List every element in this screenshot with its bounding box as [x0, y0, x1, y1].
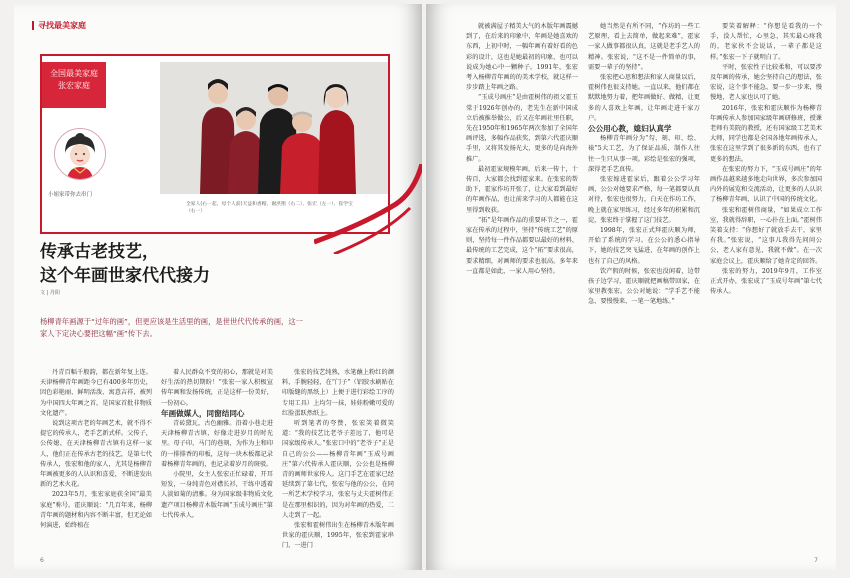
- paragraph: “玉成号画庄”是由霍树伟的祖父霍玉棠于1926年创办的，老先生在新中国成立后被推举做公，后又在年画社里任职，先在1950年和1965年两次参加了全国年画评选，多幅作品获奖，到第六代霍庆顺手里，又将其发扬光大，更多的是向海外推广。: [466, 94, 578, 163]
- subsection-heading: 年画做媒人，同窗结同心: [161, 408, 245, 418]
- paragraph: 丹青百幅千般韵，都在新年复上连。天津杨柳青年画距今已有400多年历史，因色彩艳丽、鲜明活泼、寓意吉祥，被列为中国四大年画之首，是国家首批非物质文化遗产。: [40, 369, 152, 417]
- award-tag-line1: 全国最美家庭: [50, 69, 98, 78]
- decorative-ribbon-icon: [314, 164, 422, 254]
- award-tag-line2: 张宏家庭: [58, 81, 90, 90]
- lead-paragraph: 杨柳青年画源于“过年的画”，但更应该是生活里的画，是世世代代传承的画，这一家人下定决心要把这幅“画”传下去。: [40, 317, 303, 338]
- paragraph: 2016年，张宏和霍庆顺作为杨柳青年画传承人参加国家级年画研修班，授课老师有美院的教授，还有国家级工艺美术大师，同学也都是全国各地年画传承人，张宏在这里学到了很多新的东西，也有了更多的想法。: [710, 104, 822, 163]
- paragraph: 张宏和霍树伟商量，“如果成立工作室，我就得辞职，一心扑在上面。”霍树伟笑着支持：“你想好了就放手去干，家里有我。”张宏说，“这事儿我得先问问公公，老人家有意见，我就不做”。在一次家庭会议上，霍庆顺给了她肯定的回答。: [710, 206, 822, 265]
- cartoon-woman-icon: [55, 129, 105, 179]
- paragraph: 平时，张宏性子比较柔和，可以要涉及年画的传承，她会坚持自己的想法，张宏说，这个事不能急，要一步一步来，慢慢地，老人家也认可了她。: [710, 63, 822, 102]
- paragraph: 1998年，张宏正式拜霍庆顺为师，开始了系统的学习。在公公的悉心指导下，她的技艺突飞猛进，在年画的创作上也有了自己的风格。: [588, 227, 700, 265]
- reporter-avatar: [54, 128, 106, 180]
- paragraph: 张宏的技艺纯熟，水笔蘸上粉红的颜料，手腕轻轻，在“门子”（铝胶水刷贴在印版缝的黑纸上）上便于进行彩绘工序的专用工具）上均匀一抹，娃娃粉嫩可爱的红脸蛋跃然纸上。: [282, 369, 394, 417]
- headline-line2: 这个年画世家代代接力: [40, 266, 210, 286]
- body-column-1: [40, 368, 152, 558]
- section-bar-icon: [32, 21, 34, 30]
- paragraph: 小院里，女主人张宏正忙碌着，开耳短发，一身纯青色对襟长衫，干练中透着人淡如菊的清雅。身为国家级非物质文化遗产项目杨柳青木版年画“玉成号画庄”第七代传承人，: [161, 471, 273, 519]
- paragraph: 青砖黛瓦，古色幽雅。沿着小巷走进天津杨柳青古镇，好像走进岁月的时光里。母子印，马门的巷刻，为作为上和印的一排排香的印板，这每一块木板都记录着杨柳青年画的，也记录着岁月的斑驳。: [161, 420, 273, 468]
- body-column-5: [588, 22, 700, 556]
- paragraph: 在张宏的努力下，“玉成号画庄”的年画作品越来越多地走向世界，多次参加国内外的展览和交流活动，让更多的人认识了杨柳青年画，认识了中国的传统文化。: [710, 165, 822, 204]
- magazine-spread: [14, 4, 836, 570]
- avatar-caption: 小姐家带你去串门: [48, 192, 93, 198]
- body-column-3: [282, 368, 394, 558]
- paragraph: 张宏嫁进霍家后，跟着公公学习年画，公公对她要求严格，每一笔都要认真对待，张宏也很努力，白天在作坊工作，晚上就在家里练习，经过多年的积累和沉淀，张宏终于掌握了这门技艺。: [588, 176, 700, 224]
- left-page: [14, 4, 422, 570]
- section-label: 寻找最美家庭: [32, 20, 86, 31]
- paragraph: 张宏把心思和想法和家人商量以后，霍树伟也很支持她。一直以来，他们都在默默地努力着，把年画做好、做精，让更多的人喜欢上年画，让年画走进千家万户。: [588, 74, 700, 122]
- paragraph: 饮产假的时候，张宏也没闲着，边带孩子边学习，霍庆顺就把画稿带回家，在家里教张宏。公公对她说：“学手艺不能急，要慢慢来，一笔一笔地练。”: [588, 267, 700, 306]
- body-column-6: [710, 22, 822, 556]
- award-tag: [42, 62, 106, 108]
- paragraph: 就被满屋子精美大气的木版年画震撼到了，在后来的印象中，年画是她喜欢的东西，上初中时，一幅年画有着好看的色彩的设计，这也是她最初的印象，也可以说成为她心中一颗种子。1991年，张宏考入杨柳青年画的的美术学校，就这样一步步踏上年画之路。: [466, 23, 578, 92]
- paragraph: 张宏和霍树伟出生在杨柳青木版年画世家的霍庆顺，1995年，张宏到霍家串门，一进门: [282, 522, 394, 550]
- body-column-2: [161, 368, 273, 558]
- page-number-right: 7: [814, 557, 818, 564]
- paragraph: 杨柳青年画分为“勾、刻、印、绘、裱”5大工艺，为了保证品质，制作人往往一生只从事一项。彩绘是张宏的强项，深得老手艺真传。: [588, 135, 700, 173]
- paragraph: 张宏的努力，2019年9月，工作室正式开办，张宏成了“玉成号年画”第七代传承人。: [710, 267, 822, 296]
- body-column-4: [466, 22, 578, 556]
- paragraph: 着人民群众不变的初心，那就是对美好生活的热切期盼！”张宏一家人积极宣传年画和发扬传统，正是这样一份美好，一份初心。: [161, 369, 273, 407]
- article-headline: [40, 240, 210, 288]
- byline: 文 | 丹阳: [40, 290, 60, 296]
- photo-caption: 全家人(右一起、母个人前)天益和香帽，谢洪翔（右二）、张宏（左一）、崔学宝（右一）: [186, 202, 353, 214]
- paragraph: 最初霍家规模年画，后来一传十，十传百，大家都会找到霍家来。在张宏的帮助下，霍家作坊开张了，让大家看到最好的年画作品，也让前来学习的人都能在这里得到收获。: [466, 165, 578, 214]
- subsection-heading: 公公用心教，媳妇认真学: [588, 124, 672, 134]
- right-page: [426, 4, 836, 570]
- page-number-left: 6: [40, 557, 44, 564]
- paragraph: 她当然是有所不同，“作坊的一些工艺原理，看上去简单，做起来难”，霍家一家人做事都很认真，这就是老手艺人的精神。张宏说，“这不是一件简单的事，需要一辈子的坚持”。: [588, 23, 700, 71]
- paragraph: 要笑着解释：“你想是看我的一个手，没人帮忙，心里急，其实最心疼我的，老家伙不会说话，一辈子都是这样。”张宏一下子就明白了。: [710, 23, 822, 61]
- paragraph: 说到这项古老的年画艺术，就不得不提它的传承人，老手艺新式样。父传子，公传媳，在天津杨柳青古镇有这样一家人，他们正在传承古老的技艺，是第七代传承人，张宏和他的家人，尤其是杨柳青年画被更多的人认识和喜爱，不断进发出新的艺术火花。: [40, 420, 152, 489]
- paragraph: 听到笔者的夸赞，张宏笑着微笑道：“我的技艺比老爷子差远了，他可是国家级传承人。”张宏口中的“老爷子”正是自己的公公——杨柳青年画“玉成号画庄”第六代传承人霍庆顺，公公也是杨柳青的画师世家传人。这门手艺在霍家已经延续到了第七代，张宏与他的公公，在同一所艺术学校学习，张宏与丈夫霍树伟正是在那里相识的，因为对年画的热爱，二人走到了一起。: [282, 420, 394, 519]
- headline-line1: 传承古老技艺，: [40, 242, 159, 262]
- paragraph: 2023年5月，张宏家庭获全国“最美家庭”称号。霍庆顺说：“几百年来，杨柳青年画的题材和内容不断丰富，但无论如何演进，始终植在: [40, 491, 152, 530]
- paragraph: “拓”是年画作品的重要环节之一，霍家在传承的过程中，坚持“传统工艺”的原则，坚持每一件作品都要以最好的材料、最传统的工艺完成，这个“拓”要求很高，要求精细，对画师的要求也很高。多年来一直都是如此，一家人用心坚持。: [466, 216, 578, 275]
